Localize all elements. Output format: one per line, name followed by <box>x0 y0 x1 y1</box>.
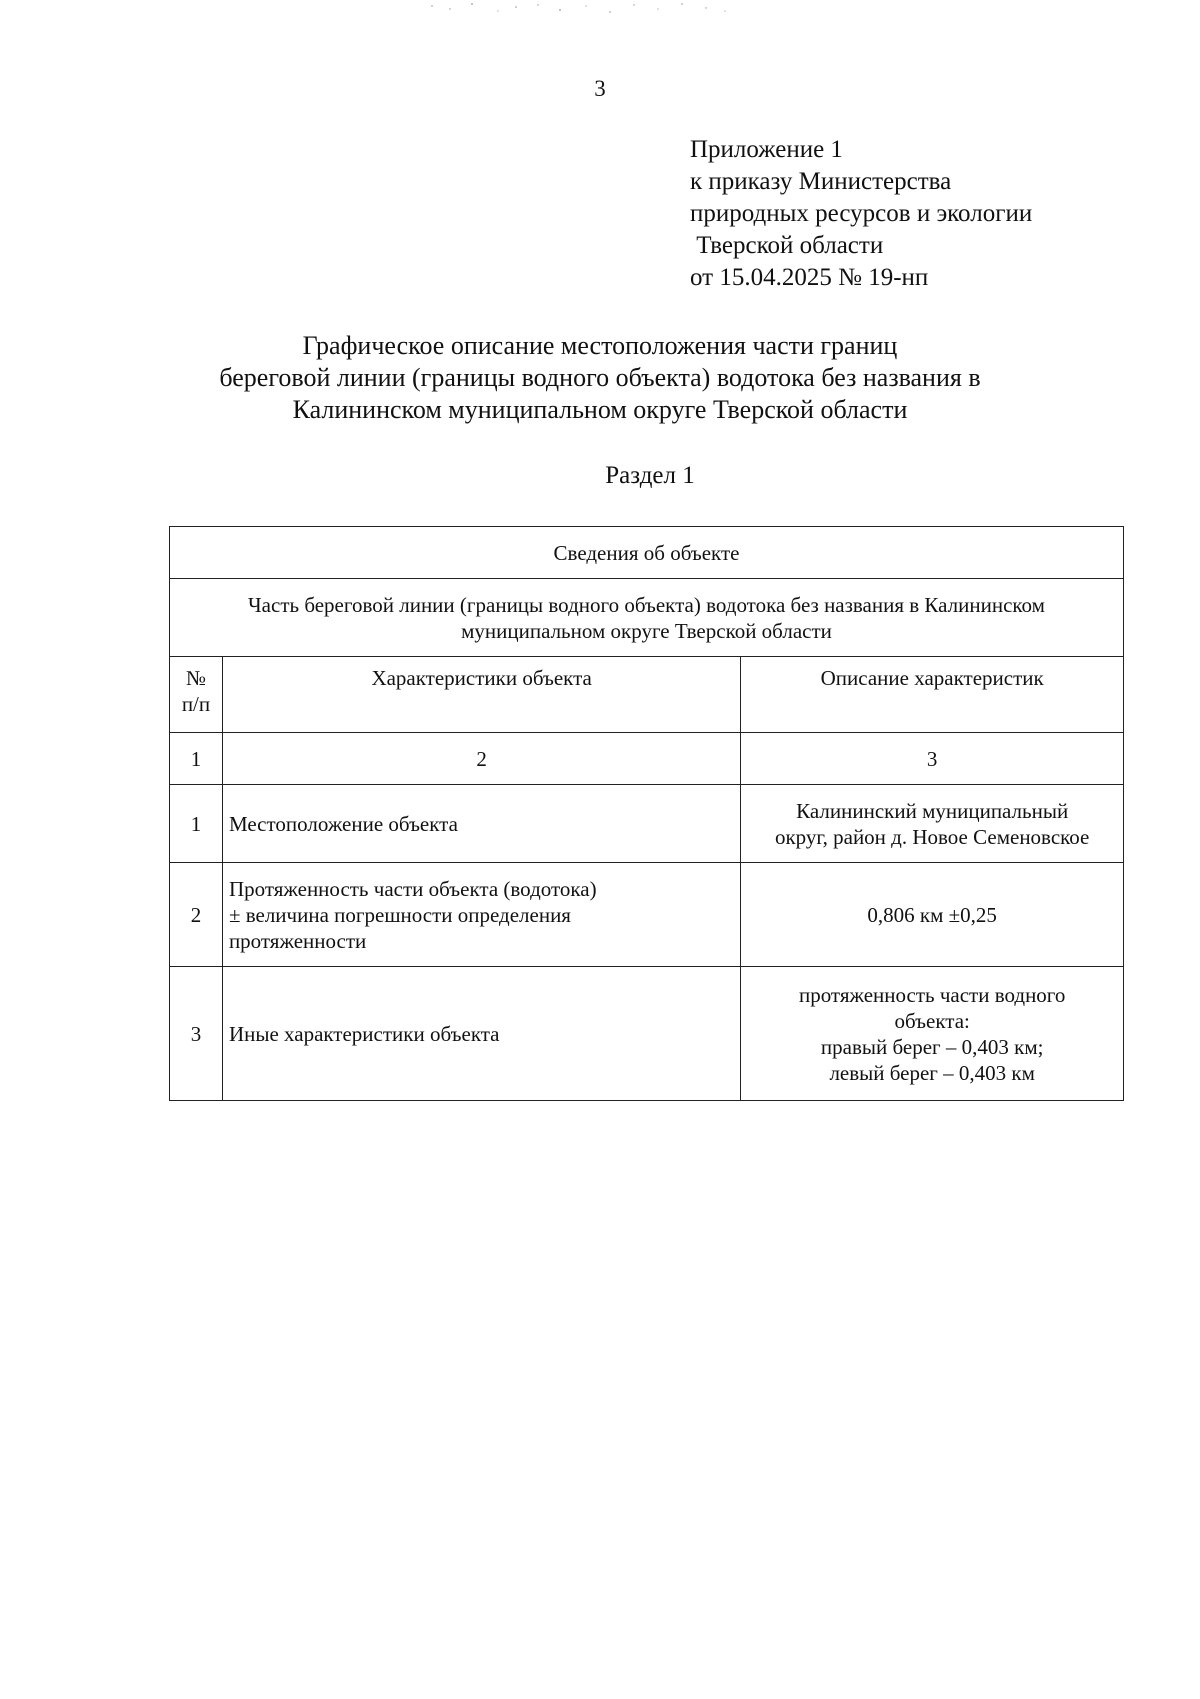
section-title: Раздел 1 <box>605 462 695 489</box>
row-number: 3 <box>170 967 223 1101</box>
row-description <box>741 785 1124 863</box>
column-number-line: п/п <box>181 692 211 716</box>
row-description <box>741 967 1124 1101</box>
description-line: протяженность части водного <box>798 982 1066 1007</box>
row-characteristic <box>222 863 740 967</box>
appendix-block <box>690 134 1032 294</box>
column-index: 2 <box>222 733 740 785</box>
table-row <box>170 785 1124 863</box>
appendix-line: Приложение 1 <box>690 136 843 163</box>
description-line: округ, район д. Новое Семеновское <box>774 824 1090 849</box>
description-line: 0,806 км ±0,25 <box>867 902 997 927</box>
column-index: 3 <box>741 733 1124 785</box>
table-header: Сведения об объекте <box>170 527 1124 579</box>
document-title <box>150 330 1050 426</box>
row-characteristic <box>222 967 740 1101</box>
characteristic-line: Местоположение объекта <box>228 811 458 836</box>
row-number: 2 <box>170 863 223 967</box>
table-row <box>170 863 1124 967</box>
characteristic-line: Протяженность части объекта (водотока) <box>228 876 597 901</box>
row-description <box>741 863 1124 967</box>
row-number: 1 <box>170 785 223 863</box>
object-info-table <box>169 526 1124 1101</box>
title-line: Калининском муниципальном округе Тверской области <box>292 395 908 424</box>
title-line: береговой линии (границы водного объекта) водотока без названия в <box>219 363 981 392</box>
column-index: 1 <box>170 733 223 785</box>
column-description-header: Описание характеристик <box>741 657 1124 733</box>
table-row <box>170 967 1124 1101</box>
title-line: Графическое описание местоположения части границ <box>302 331 898 360</box>
object-name-line: Часть береговой линии (границы водного объекта) водотока без названия в Калининском <box>248 592 1045 617</box>
description-line: объекта: <box>894 1008 970 1033</box>
object-name-line: муниципальном округе Тверской области <box>461 618 832 643</box>
characteristic-line: Иные характеристики объекта <box>228 1021 500 1046</box>
characteristic-line: протяженности <box>228 928 367 953</box>
description-line: Калининский муниципальный <box>796 798 1069 823</box>
page-number: 3 <box>594 76 606 101</box>
column-number-line: № <box>185 666 206 690</box>
characteristic-line: ± величина погрешности определения <box>228 902 571 927</box>
description-line: правый берег – 0,403 км; <box>820 1034 1044 1059</box>
scan-noise <box>420 0 740 20</box>
column-number-header <box>170 657 223 733</box>
appendix-line: природных ресурсов и экологии <box>690 200 1033 227</box>
row-characteristic <box>222 785 740 863</box>
column-characteristics-header: Характеристики объекта <box>222 657 740 733</box>
object-name-cell <box>170 579 1124 657</box>
appendix-line: от 15.04.2025 № 19-нп <box>690 264 929 291</box>
appendix-line: Тверской области <box>690 232 884 259</box>
description-line: левый берег – 0,403 км <box>829 1060 1035 1085</box>
appendix-line: к приказу Министерства <box>690 168 952 195</box>
